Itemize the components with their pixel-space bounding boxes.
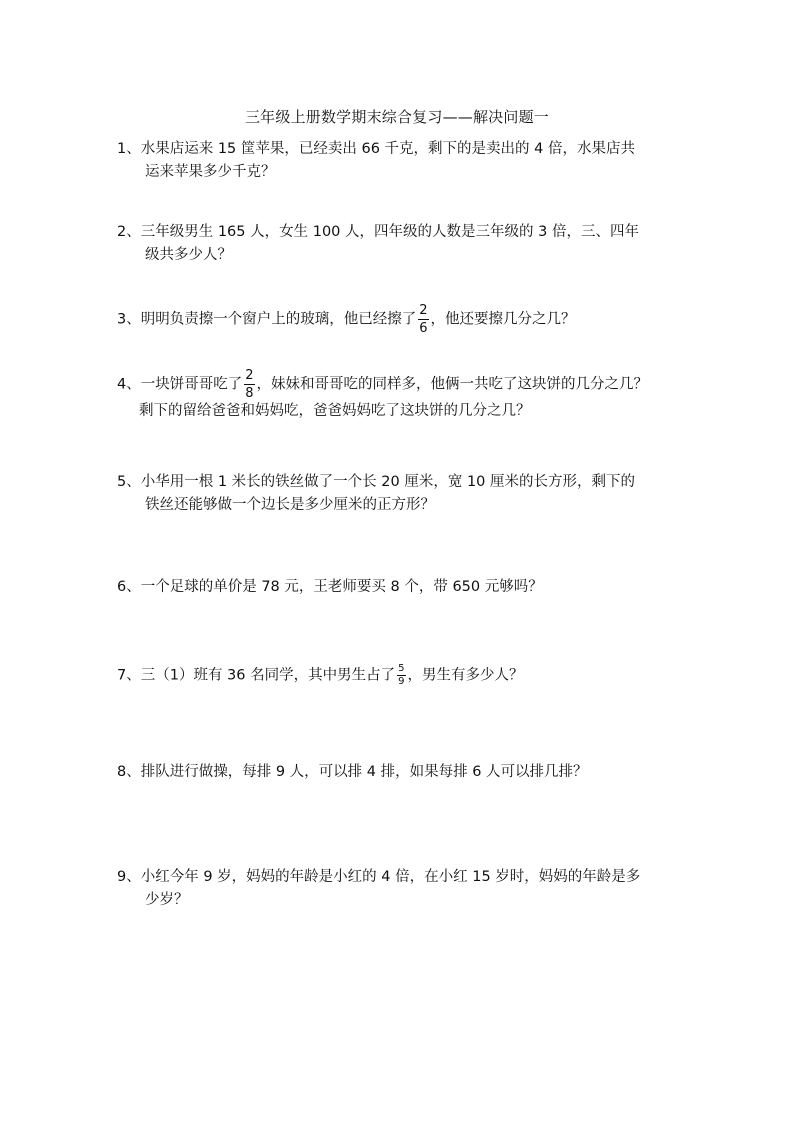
- question-text: 8、排队进行做操，每排 9 人，可以排 4 排，如果每排 6 人可以排几排？: [117, 764, 588, 780]
- question-text-before: 3、明明负责擦一个窗户上的玻璃，他已经擦了: [117, 311, 417, 328]
- question-text-after: ，他还要擦几分之几？: [430, 311, 576, 328]
- fraction-numerator: 2: [419, 303, 428, 318]
- question-8: [117, 761, 687, 784]
- question-7: [117, 664, 687, 688]
- fraction-numerator: 5: [398, 663, 405, 674]
- question-text-before: 7、三（1）班有 36 名同学，其中男生占了: [117, 667, 396, 684]
- question-text-after: ，妹妹和哥哥吃的同样多，他俩一共吃了这块饼的几分之几？: [256, 376, 649, 393]
- question-text: 6、一个足球的单价是 78 元，王老师要买 8 个，带 650 元够吗？: [117, 579, 543, 595]
- question-text: 1、水果店运来 15 筐苹果，已经卖出 66 千克，剩下的是卖出的 4 倍，水果店共: [117, 141, 636, 157]
- fraction: [244, 369, 254, 400]
- fraction: [418, 304, 428, 335]
- question-6: [117, 576, 687, 599]
- fraction-denominator: 9: [398, 676, 405, 687]
- page-title: 三年级上册数学期末综合复习——解决问题一: [244, 108, 549, 126]
- question-text-cont: 铁丝还能够做一个边长是多少厘米的正方形？: [145, 497, 435, 513]
- question-text-cont: 级共多少人？: [145, 247, 232, 263]
- question-text-before: 4、一块饼哥哥吃了: [117, 376, 243, 393]
- question-4: [117, 369, 687, 423]
- question-text: [117, 664, 687, 688]
- question-3: [117, 304, 687, 335]
- question-text-cont: 少岁？: [145, 892, 189, 908]
- question-text-cont: 剩下的留给爸爸和妈妈吃，爸爸妈妈吃了这块饼的几分之几？: [139, 403, 531, 419]
- question-9: [117, 866, 687, 912]
- question-5: [117, 471, 687, 517]
- question-2: [117, 221, 687, 267]
- fraction: [397, 664, 405, 687]
- question-text: 2、三年级男生 165 人，女生 100 人，四年级的人数是三年级的 3 倍，三、四年: [117, 224, 639, 240]
- question-text: 5、小华用一根 1 米长的铁丝做了一个长 20 厘米，宽 10 厘米的长方形，剩下的: [117, 474, 636, 490]
- fraction-denominator: 6: [419, 321, 428, 336]
- fraction-numerator: 2: [245, 368, 254, 383]
- question-1: [117, 138, 687, 184]
- fraction-denominator: 8: [245, 386, 254, 401]
- question-text: [117, 304, 687, 335]
- question-text-cont: 运来苹果多少千克？: [145, 164, 276, 180]
- question-text: 9、小红今年 9 岁，妈妈的年龄是小红的 4 倍，在小红 15 岁时，妈妈的年龄是多: [117, 869, 641, 885]
- question-text-after: ，男生有多少人？: [407, 667, 524, 684]
- question-text: [117, 369, 687, 400]
